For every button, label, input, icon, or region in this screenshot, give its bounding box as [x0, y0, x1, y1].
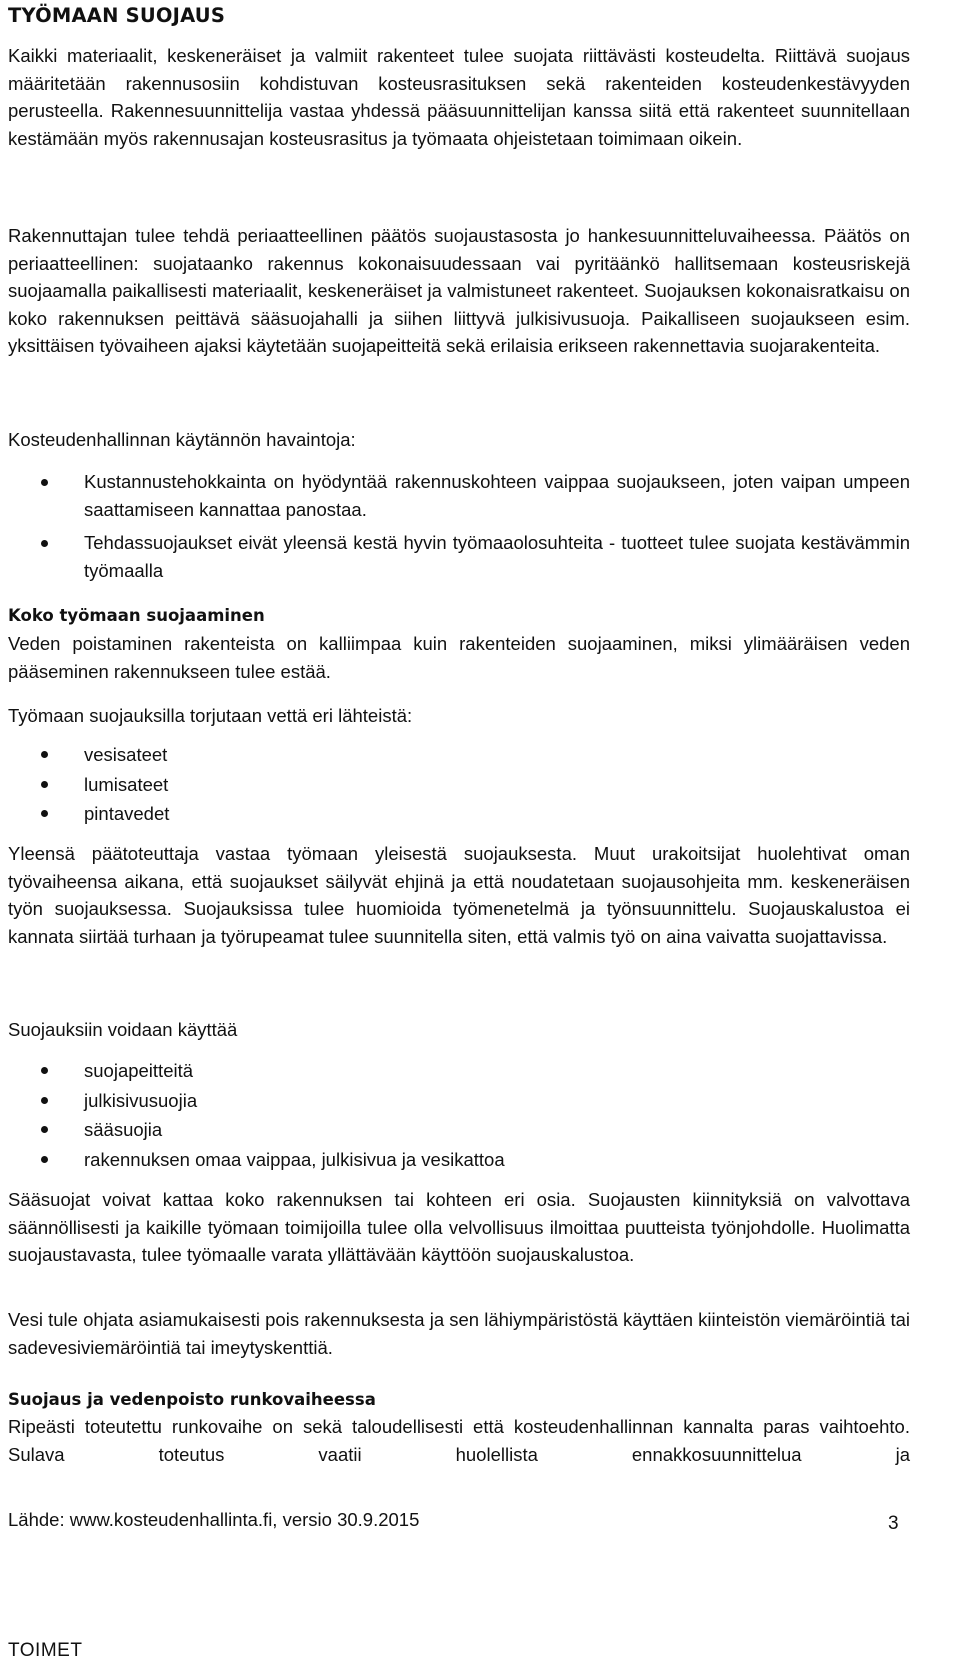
page-title: TYÖMAAN SUOJAUS	[8, 4, 226, 27]
sources-list	[8, 740, 910, 829]
list-item: sääsuojia	[8, 1115, 910, 1145]
list-item: vesisateet	[8, 740, 910, 770]
footer-source: Lähde: www.kosteudenhallinta.fi, versio 30.9.2015	[8, 1509, 420, 1530]
usable-heading: Suojauksiin voidaan käyttää	[8, 1019, 238, 1040]
section-heading-runkovaihe: Suojaus ja vedenpoisto runkovaiheessa	[8, 1390, 376, 1409]
list-item: Kustannustehokkainta on hyödyntää rakennuskohteen vaippaa suojaukseen, joten vaipan umpeen saattamiseen kannattaa panostaa.	[8, 468, 910, 523]
bullet-icon	[41, 1156, 48, 1163]
list-item: pintavedet	[8, 799, 910, 829]
intro-paragraph-1: Kaikki materiaalit, keskeneräiset ja valmiit rakenteet tulee suojata riittävästi kosteudelta. Riittävä suojaus määritetään rakennusosiin kohdistuvan kosteusrasituksen sekä rakenteiden kosteudenkestävyyden perusteella. Rakennesuunnittelija vastaa yhdessä pääsuunnittelijan kanssa siitä että rakenteet suunnitellaan kestämään myös rakennusajan kosteusrasitus ja työmaata ohjeistetaan toimimaan oikein.	[8, 45, 910, 149]
list-item: suojapeitteitä	[8, 1056, 910, 1086]
bullet-icon	[41, 540, 48, 547]
bullet-icon	[41, 1097, 48, 1104]
section1-paragraph-2: Yleensä päätoteuttaja vastaa työmaan yleisestä suojauksesta. Muut urakoitsijat huolehtivat oman työvaiheensa aikana, että suojaukset säilyvät ehjinä ja että noudatetaan suojausohjeita mm. keskeneräisen työn suojauksessa. Suojauksissa tulee huomioida työmenetelmä ja työnsuunnittelu. Suojauskalustoa ei kannata siirtää turhaan ja työrupeamat tulee suunnitella siten, että valmis työ on aina vaivatta suojattavissa.	[8, 843, 910, 947]
bullet-icon	[41, 751, 48, 758]
section1-paragraph-3: Sääsuojat voivat kattaa koko rakennuksen tai kohteen eri osia. Suojausten kiinnityksiä on valvottava säännöllisesti ja kaikille työmaan toimijoilla tulee olla velvollisuus ilmoittaa puutteista työnjohdolle. Huolimatta suojaustavasta, tulee työmaalle varata yllättävään käyttöön suojauskalustoa.	[8, 1189, 910, 1266]
section1-paragraph-1: Veden poistaminen rakenteista on kalliimpaa kuin rakenteiden suojaaminen, miksi ylimääräisen veden pääseminen rakennukseen tulee estää.	[8, 633, 910, 682]
list-item: rakennuksen omaa vaippaa, julkisivua ja vesikattoa	[8, 1145, 910, 1175]
observations-list	[8, 468, 910, 584]
bullet-icon	[41, 810, 48, 817]
page-number: 3	[888, 1513, 899, 1534]
bullet-icon	[41, 1126, 48, 1133]
list-item: julkisivusuojia	[8, 1086, 910, 1116]
section1-paragraph-4: Vesi tule ohjata asiamukaisesti pois rakennuksesta ja sen lähiympäristöstä käyttäen kiinteistön viemäröintiä tai sadevesiviemäröintiä tai imeytyskenttiä.	[8, 1309, 910, 1358]
list-item: Tehdassuojaukset eivät yleensä kestä hyvin työmaaolosuhteita - tuotteet tulee suojata kestävämmin työmaalla	[8, 529, 910, 584]
bullet-icon	[41, 781, 48, 788]
usable-list	[8, 1056, 910, 1174]
observations-heading: Kosteudenhallinnan käytännön havaintoja:	[8, 429, 356, 450]
footer-bottom-text: TOIMET	[8, 1640, 83, 1661]
section2-paragraph-1: Ripeästi toteutettu runkovaihe on sekä taloudellisesti että kosteudenhallinnan kannalta paras vaihtoehto. Sulava toteutus vaatii huolellista ennakkosuunnittelua ja	[8, 1416, 910, 1465]
bullet-icon	[41, 479, 48, 486]
intro-paragraph-2: Rakennuttajan tulee tehdä periaatteellinen päätös suojaustasosta jo hankesuunnitteluvaiheessa. Päätös on periaatteellinen: suojataanko rakennus kokonaisuudessaan vai pyritäänkö hallitsemaan kosteusriskejä suojaamalla paikallisesti materiaalit, keskeneräiset ja valmistuneet rakenteet. Suojauksen kokonaisratkaisu on koko rakennuksen peittävä sääsuojahalli ja siihen liittyvä julkisivusuoja. Paikalliseen suojaukseen esim. yksittäisen työvaiheen ajaksi käytetään suojapeitteitä sekä erilaisia erikseen rakennettavia suojarakenteita.	[8, 225, 910, 357]
list-item: lumisateet	[8, 770, 910, 800]
bullet-icon	[41, 1067, 48, 1074]
sources-heading: Työmaan suojauksilla torjutaan vettä eri lähteistä:	[8, 705, 413, 726]
section-heading-koko-tyomaan-suojaaminen: Koko työmaan suojaaminen	[8, 606, 265, 625]
